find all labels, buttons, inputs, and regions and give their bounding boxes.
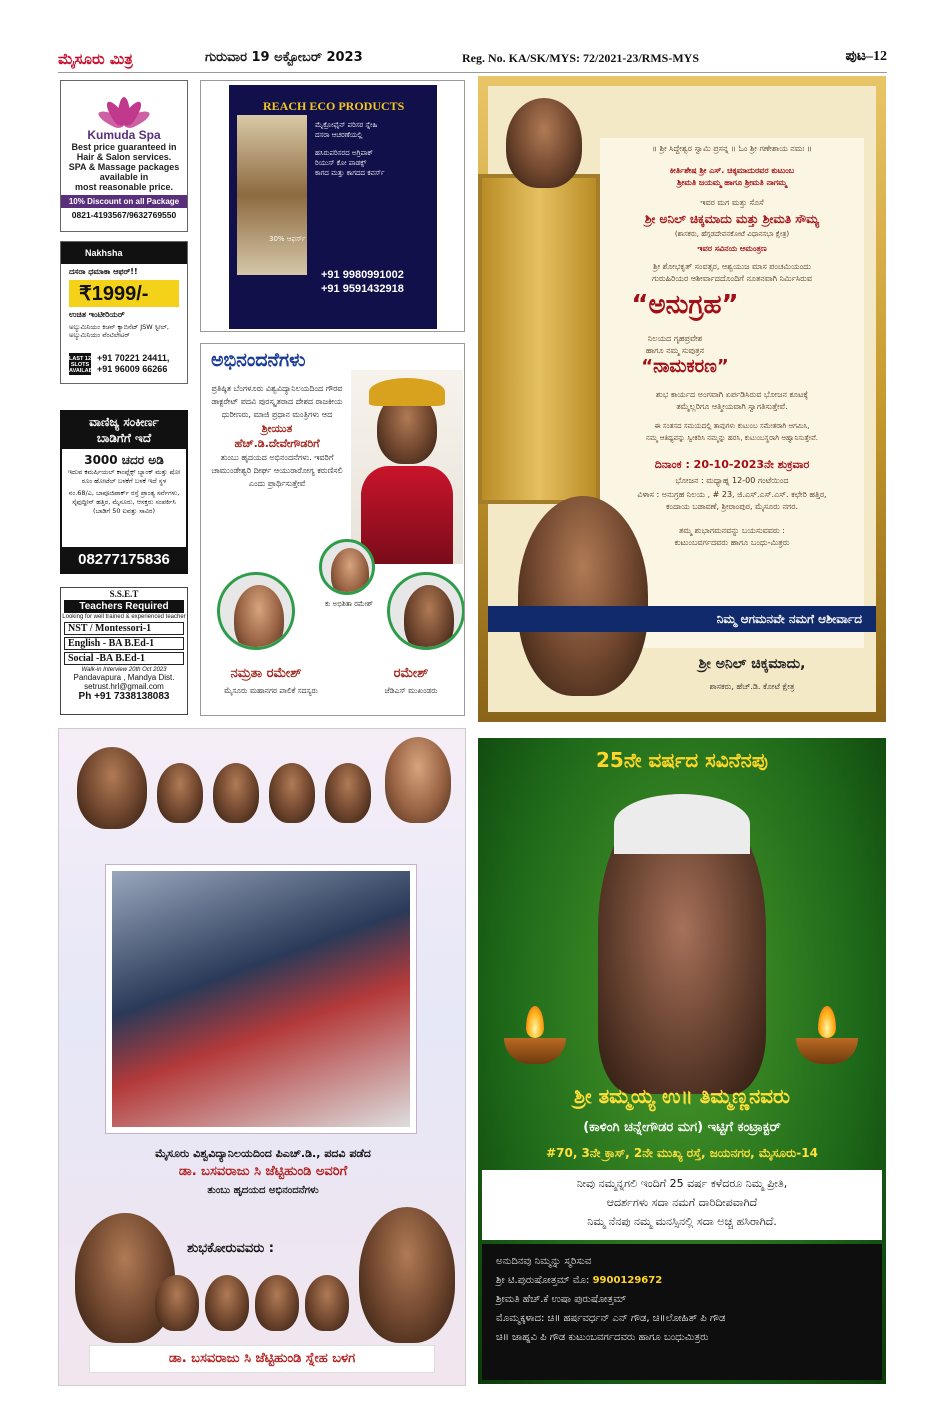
abhi-name: ಶ್ರೀಯುತ	[261, 422, 293, 435]
invite-line: ಶ್ರೀ ಶೋಭಕೃತ್ ಸಂವತ್ಸರ, ಆಶ್ವಯುಜ ಮಾಸ ಪಂಚಮಿಯಂದು	[653, 262, 811, 271]
sset-title: S.S.E.T	[109, 589, 139, 599]
spa-discount: 10% Discount on all Package	[61, 195, 187, 208]
p1-name: ನಮ್ರತಾ ರಮೇಶ್	[230, 666, 302, 681]
rent-phone: 08277175836	[62, 547, 186, 572]
leader-portrait	[385, 737, 451, 823]
well-wisher-portrait	[359, 1207, 455, 1343]
p2-name: ರಮೇಶ್	[393, 666, 429, 681]
newspaper-logo: ಮೈಸೂರು ಮಿತ್ರ	[58, 50, 133, 68]
memorial-message	[482, 1170, 882, 1240]
invite-line: ಹಾಗೂ ನಮ್ಮ ಸುಪುತ್ರನ	[645, 346, 705, 355]
sset-vacancy: English - BA B.Ed-1	[64, 637, 184, 650]
memorial-family-text: ಶ್ರೀ ಟಿ.ಪುರುಷೋತ್ತಮ್ ಮೊ:	[496, 1275, 590, 1286]
spa-line: Best price guaranteed in	[71, 142, 177, 152]
reach-phone-2: +91 9591432918	[321, 283, 404, 295]
rent-subheading: ಬಾಡಿಗೆಗೆ ಇದೆ	[62, 431, 186, 449]
nakhsha-brand: Nakhsha	[61, 242, 187, 264]
nakhsha-price: ₹1999/-	[69, 280, 179, 307]
diya-lamp-icon	[796, 1038, 858, 1064]
memorial-heading: 25ನೇ ವರ್ಷದ ಸವಿನೆನಪು	[596, 748, 768, 772]
memorial-family-line: ಮೊಮ್ಮಕ್ಕಳಾದ: ಚಿ॥ ಹರ್ಷವರ್ಧನ್ ಎನ್ ಗೌಡ, ಚಿ॥ಲೋಹಿತ್ ಪಿ ಗೌಡ	[496, 1313, 726, 1324]
memorial-family	[482, 1244, 882, 1380]
invite-line: ತಮ್ಮ ಶುಭಾಗಮನವನ್ನು ಬಯಸುವವರು :	[679, 526, 785, 535]
p1-designation: ಮೈಸೂರು ಮಹಾನಗರ ಪಾಲಿಕೆ ಸದಸ್ಯರು	[224, 686, 318, 695]
invite-line: ತಮ್ಮೆಲ್ಲರಿಗೂ ಆತ್ಮೀಯವಾಗಿ ಸ್ವಾಗತಿಸುತ್ತೇವೆ.	[676, 402, 788, 411]
reach-phone-1: +91 9980991002	[321, 269, 404, 281]
child-name: ಕು ಅಭಿಶಿತಾ ರಮೇಶ್	[325, 600, 373, 608]
sset-vacancy: Social -BA B.Ed-1	[64, 652, 184, 665]
nakhsha-interior: ಉಚಿತ ಇಂಟೀರಿಯರ್	[69, 310, 125, 319]
mysore-peta-icon	[369, 378, 445, 406]
child-photo	[319, 539, 375, 595]
invite-line: ಈ ಸಂತಸದ ಸಮಯದಲ್ಲಿ ತಾವುಗಳು ಕುಟುಂಬ ಸಮೇತರಾಗಿ ಆಗಮಿಸಿ,	[654, 422, 810, 430]
ramesh-photo	[387, 572, 465, 650]
rent-area: 3000 ಚದರ ಅಡಿ	[84, 453, 164, 467]
phd-footer-bar: ಡಾ. ಬಸವರಾಜು ಸಿ ಜೆಟ್ಟಿಹುಂಡಿ ಸ್ನೇಹ ಬಳಗ	[89, 1345, 435, 1373]
invite-house-name: “ಅನುಗ್ರಹ”	[631, 290, 739, 320]
invite-line: ನಮ್ಮ ಆತಿಥ್ಯವನ್ನು ಸ್ವೀಕರಿಸಿ ನಮ್ಮನ್ನು ಹರಸಿ, ಕುಟುಂಬಸ್ಥರಾಗಿ ಆಹ್ವಾನಿಸುತ್ತೇವೆ.	[646, 434, 818, 442]
rent-address: ನಂ.68/ಎ, ಬಾಪೂಜಿಪಾರ್ಕ್ ರಸ್ತೆ ಪ್ರಾಂತ್ಯ ಸರ್ವೆಗಳು, ಸೈಫುದ್ದೀನ್ ಹತ್ತಿರ, ಮೈಸೂರು, ಆಸಕ್ತರು ಸಂಪರ್ಕಿಸಿ (ಬಾಡಿಗೆ 50 ಐವತ್ತು ಸಾವಿರ)	[68, 489, 180, 515]
abhi-hero-photo	[351, 370, 463, 564]
memorial-address: #70, 3ನೇ ಕ್ರಾಸ್, 2ನೇ ಮುಖ್ಯ ರಸ್ತೆ, ಜಯನಗರ, ಮೈಸೂರು-14	[546, 1146, 818, 1160]
leader-portrait	[77, 747, 147, 829]
invite-elder-portrait	[506, 98, 582, 188]
nakhsha-phone-2: +91 96009 66266	[97, 364, 168, 374]
invite-date: ದಿನಾಂಕ : 20-10-2023ನೇ ಶುಕ್ರವಾರ	[654, 458, 810, 471]
abhi-text: ತುಂಬು ಹೃದಯದ ಅಭಿನಂದನೆಗಳು. ಇವರಿಗೆ ಚಾಮುಂಡೇಶ್ವರಿ ದೀರ್ಘ ಆಯುರಾರೋಗ್ಯ ಕರುಣಿಸಲಿ ಎಂದು ಪ್ರಾರ್ಥಿಸುತ್ತೇವೆ	[211, 453, 343, 488]
page-number: ಪುಟ–12	[845, 49, 887, 64]
memorial-name: ಶ್ರೀ ತಮ್ಮಯ್ಯ ಉ॥ ತಿಮ್ಮಣ್ಣನವರು	[574, 1084, 790, 1108]
nakhsha-details: ಅಲ್ಯುಮಿನಿಯಂ ಕಿಚನ್ ಕ್ಯಾಬಿನೆಟ್ JSW ಸ್ಟೀಲ್, ಅಲ್ಯುಮಿನಿಯಂ ವೆಂಟಿಲೇಟರ್	[69, 323, 169, 339]
abhi-body	[207, 382, 347, 490]
invite-couple: ಶ್ರೀ ಅನಿಲ್ ಚಿಕ್ಕಮಾದು ಮತ್ತು ಶ್ರೀಮತಿ ಸೌಮ್ಯ	[644, 212, 820, 226]
phd-recipient: ಡಾ. ಬಸವರಾಜು ಸಿ ಜೆಟ್ಟಿಹುಂಡಿ ಅವರಿಗೆ	[178, 1164, 348, 1179]
masthead	[0, 0, 945, 72]
reach-line: ಹಸಿರುಪರಿಸರದ ಅಗ್ರಿಪಾಕ್	[315, 149, 373, 157]
registration-number: Reg. No. KA/SK/MYS: 72/2021-23/RMS-MYS	[462, 51, 699, 65]
invite-footer: ನಿಮ್ಮ ಆಗಮನವೇ ನಮಗೆ ಆಶೀರ್ವಾದ	[488, 606, 876, 632]
ramesh-portrait	[404, 585, 454, 650]
ad-anugraha-invitation	[478, 76, 886, 722]
invite-line: ಇವರ ಸವಿನಯ ಆಮಂತ್ರಣ	[697, 244, 767, 253]
anil-chikkamadu-portrait	[518, 496, 648, 696]
reach-line: ಮೈಕ್ರೋಫೈನ್ ಪರಿಸರ ಸ್ನೇಹಿ	[315, 121, 378, 129]
memorial-family-line: ಚಿ॥ ಜಾಹ್ನವಿ ಪಿ ಗೌಡ ಕುಟುಂಬವರ್ಗದವರು ಹಾಗೂ ಬಂಧುಮಿತ್ರರು	[496, 1332, 709, 1343]
robe-shape	[361, 466, 453, 564]
spa-line: SPA & Massage packages	[68, 162, 180, 172]
reach-line: ದಸರಾ ಆಚರಣೆಯಲ್ಲಿ	[315, 131, 363, 139]
leader-portrait	[213, 763, 259, 823]
leader-portrait	[325, 763, 371, 823]
sset-place: Pandavapura , Mandya Dist.	[73, 673, 175, 682]
invite-signatory: ಶ್ರೀ ಅನಿಲ್ ಚಿಕ್ಕಮಾದು,	[698, 656, 806, 672]
masthead-rule	[58, 72, 887, 73]
invite-line: ॥ ಶ್ರೀ ಸಿದ್ದೇಶ್ವರ ಸ್ವಾಮಿ ಪ್ರಸನ್ನ ॥ ಓಂ ಶ್ರೀ ಗಣೇಶಾಯ ನಮಃ ॥	[652, 144, 812, 153]
sset-walkin: Walk-in Interview 20th Oct 2023	[81, 667, 167, 673]
leader-portrait	[269, 763, 315, 823]
lamp-flame-icon	[818, 1006, 836, 1038]
diya-lamp-icon	[504, 1038, 566, 1064]
sset-note: Looking for well trained & experienced teacher	[62, 614, 186, 620]
memorial-family-line: ಅನುದಿನವು ನಿಮ್ಮನ್ನು ಸ್ಮರಿಸುವ	[496, 1256, 592, 1267]
nakhsha-slots-badge: LAST 12 SLOTS AVAILABLE	[69, 353, 91, 375]
invite-venue: ಕಂದಾಯ ಬಡಾವಣೆ, ಶ್ರೀರಾಂಪುರ, ಮೈಸೂರು ನಗರ.	[665, 502, 799, 511]
invite-line: ಶುಭ ಕಾರ್ಯದ ಅಂಗವಾಗಿ ಏರ್ಪಡಿಸಿರುವ ಭೋಜನ ಕೂಟಕ್ಕೆ	[655, 390, 809, 399]
child-portrait	[331, 548, 369, 595]
invite-line: ಇವರ ಮಗ ಮತ್ತು ಸೊಸೆ	[700, 198, 764, 207]
invite-signatory-title: ಶಾಸಕರು, ಹೆಚ್.ಡಿ. ಕೋಟೆ ಕ್ಷೇತ್ರ	[709, 682, 795, 691]
phd-caption: ತುಂಬು ಹೃದಯದ ಅಭಿನಂದನೆಗಳು	[207, 1185, 319, 1196]
sset-heading: Teachers Required	[64, 600, 184, 613]
issue-date: ಗುರುವಾರ 19 ಅಕ್ಟೋಬರ್ 2023	[205, 50, 363, 65]
rent-description: ಇದುವ ಕಮರ್ಷಿಯಲ್ ಕಾಂಪ್ಲೆಕ್ಸ್ ಬ್ಯಾಂಕ್ ಮತ್ತು ಷೋ ರೂಂ ಹೋಟೆಲ್ ಬಳಕೆಗೆ ಬಳಕೆ ಇದೆ ಸ್ಥಳ	[67, 468, 181, 485]
p2-designation: ಜೆಡಿಎಸ್ ಮುಖಂಡರು	[384, 686, 438, 695]
memorial-message-line: ನಿಮ್ಮ ನೆನಪು ನಮ್ಮ ಮನಸ್ಸಿನಲ್ಲಿ ಸದಾ ಅಚ್ಚ ಹಸಿರಾಗಿದೆ.	[587, 1215, 777, 1228]
reach-line: ಕಾಗದ ಮತ್ತು ಕಾಗದದ ಕವರ್ಸ್	[315, 169, 385, 177]
abhi-title: ಅಭಿನಂದನೆಗಳು	[211, 349, 306, 371]
nakhsha-phone-1: +91 70221 24411,	[97, 353, 170, 363]
sset-vacancy: NST / Montessori-1	[64, 622, 184, 635]
sset-phone: Ph +91 7338138083	[78, 691, 170, 702]
reach-line: ರಿಯುಸ್ ಕೋ ಪಾಡಕ್ಸ್	[315, 159, 367, 167]
ad-kumuda-spa	[60, 80, 188, 232]
abhi-name: ಹೆಚ್.ಡಿ.ದೇವೇಗೌಡರಿಗೆ	[234, 437, 320, 450]
reach-line: 30% ಆಫರ್ಸ್	[269, 235, 306, 243]
memorial-subtitle: (ಕಾಳಿಂಗಿ ಚನ್ನೇಗೌಡರ ಮಗ) ಇಟ್ಟಿಗೆ ಕಂಟ್ರಾಕ್ಟರ್	[583, 1120, 781, 1135]
reach-ad-panel	[229, 85, 437, 329]
invite-venue: ವಿಳಾಸ : ಅನುಗ್ರಹ ನಿಲಯ , # 23, ಜಿ.ಎಸ್.ಎಸ್.ಎಸ್. ಕಛೇರಿ ಹತ್ತಿರ,	[637, 490, 827, 499]
nakhsha-phones	[97, 353, 169, 375]
invite-line: ನಿಲಯದ ಗೃಹಪ್ರವೇಶ	[647, 334, 703, 343]
lotus-icon	[104, 91, 144, 125]
memorial-family-line	[496, 1271, 882, 1290]
well-wisher-portrait	[155, 1275, 199, 1331]
invite-line: ಕುಟುಂಬವರ್ಗದವರು ಹಾಗೂ ಬಂಧು-ಮಿತ್ರರು	[674, 538, 790, 547]
spa-line: available in	[99, 172, 149, 182]
abhi-text: ಪ್ರತಿಷ್ಠಿತ ಬೆಂಗಳೂರು ವಿಶ್ವವಿದ್ಯಾನಿಲಯದಿಂದ ಗೌರವ ಡಾಕ್ಟರೇಟ್ ಪದವಿ ಪುರಸ್ಕೃತರಾದ ದೇಶದ ರಾಜಕೀಯ ಧುರೀಣರು, ಮಾಜಿ ಪ್ರಧಾನ ಮಂತ್ರಿಗಳು ಆದ	[211, 384, 343, 419]
invite-line: ಗುರುಹಿರಿಯರ ಆಶೀರ್ವಾದದೊಂದಿಗೆ ನೂತನವಾಗಿ ನಿರ್ಮಿಸಿರುವ	[652, 274, 812, 283]
memorial-message-line: ಆದರ್ಶಗಳು ಸದಾ ನಮಗೆ ದಾರಿದೀಪವಾಗಿದೆ	[606, 1196, 758, 1209]
ad-memorial	[478, 738, 886, 1384]
rent-heading: ವಾಣಿಜ್ಯ ಸಂಕೀರ್ಣ	[62, 412, 186, 431]
eco-products-image	[237, 115, 307, 275]
well-wisher-portrait	[205, 1275, 249, 1331]
sset-email: setrust.hrl@gmail.com	[84, 682, 164, 691]
spa-line: Hair & Salon services.	[76, 152, 172, 162]
spa-line: most reasonable price.	[74, 182, 174, 192]
ad-commercial-rent	[60, 410, 188, 574]
invite-meal: ಭೋಜನ : ಮಧ್ಯಾಹ್ನ 12-00 ಗಂಟೆಯಿಂದ	[675, 476, 789, 485]
reach-title: REACH ECO PRODUCTS	[263, 99, 405, 113]
convocation-photo-frame	[105, 864, 417, 1134]
ad-nakhsha	[60, 241, 188, 384]
lamp-flame-icon	[526, 1006, 544, 1038]
spa-name: Kumuda Spa	[87, 128, 161, 142]
ad-sset-teachers	[60, 587, 188, 715]
ad-reach-eco-products	[200, 80, 465, 332]
well-wishers-heading: ಶುಭಕೋರುವವರು :	[187, 1241, 274, 1256]
namratha-photo	[217, 572, 295, 650]
ad-phd-felicitation	[58, 728, 466, 1386]
nakhsha-offer: ದಸರಾ ಧಮಾಕಾ ಆಫರ್!!	[69, 267, 138, 276]
ad-abhinandanegalu	[200, 343, 465, 716]
memorial-phone: 9900129672	[592, 1275, 663, 1286]
invite-line: ಶ್ರೀಮತಿ ಜಯಮ್ಮ ಹಾಗೂ ಶ್ರೀಮತಿ ನಾಗಮ್ಮ	[677, 178, 787, 187]
spa-phone: 0821-4193567/9632769550	[71, 210, 177, 220]
convocation-photo	[112, 871, 410, 1127]
memorial-message-line: ನೀವು ನಮ್ಮನ್ನಗಲಿ ಇಂದಿಗೆ 25 ವರ್ಷ ಕಳೆದರೂ ನಿಮ್ಮ ಪ್ರೀತಿ,	[576, 1177, 788, 1190]
white-hair-shape	[614, 794, 750, 854]
invite-naming: “ನಾಮಕರಣ”	[641, 356, 729, 377]
memorial-family-line: ಶ್ರೀಮತಿ ಹೆಚ್.ಕೆ ಉಷಾ ಪುರುಷೋತ್ತಮ್	[496, 1294, 627, 1305]
namratha-portrait	[234, 585, 284, 650]
phd-caption: ಮೈಸೂರು ವಿಶ್ವವಿದ್ಯಾನಿಲಯದಿಂದ ಪಿಎಚ್.ಡಿ., ಪದವಿ ಪಡೆದ	[155, 1147, 371, 1160]
well-wisher-portrait	[305, 1275, 349, 1331]
leader-portrait	[157, 763, 203, 823]
well-wisher-portrait	[255, 1275, 299, 1331]
invite-line: (ಶಾಸಕರು, ಹೆಗ್ಗಡದೇವನಕೋಟೆ ವಿಧಾನಸಭಾ ಕ್ಷೇತ್ರ)	[674, 230, 790, 238]
door-illustration	[478, 174, 600, 504]
invite-line: ಕೀರ್ತಿಶೇಷ ಶ್ರೀ ಎಸ್. ಚಿಕ್ಕಮಾದುರವರ ಕುಟುಂಬ	[669, 166, 795, 175]
